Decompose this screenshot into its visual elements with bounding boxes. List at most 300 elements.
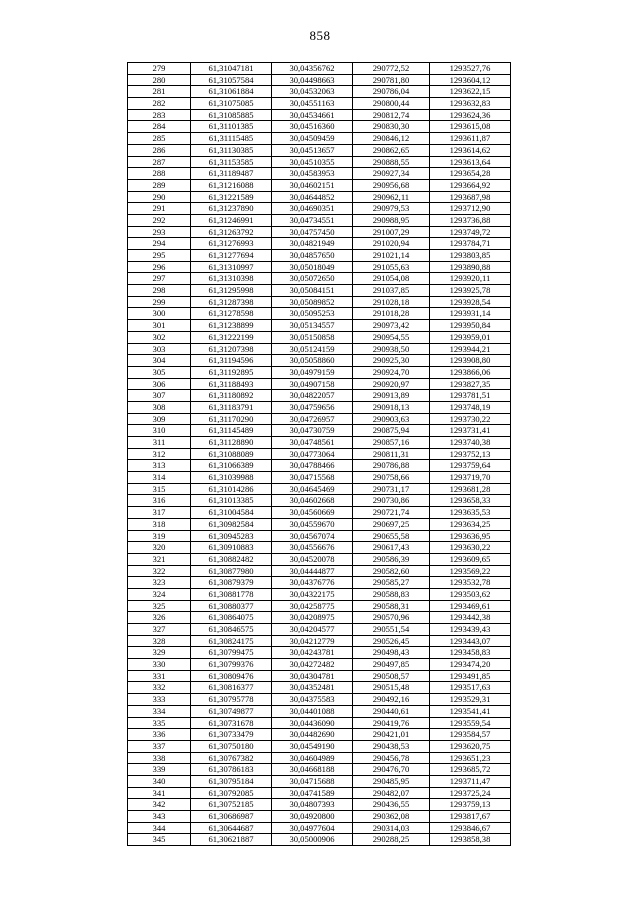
x-coordinate-cell: 290588,83 xyxy=(353,588,430,600)
latitude-cell: 61,30621887 xyxy=(191,834,272,846)
table-row xyxy=(128,740,511,752)
table-row xyxy=(128,787,511,799)
longitude-cell: 30,04375583 xyxy=(272,694,353,706)
y-coordinate-cell: 1293517,63 xyxy=(430,682,511,694)
longitude-cell: 30,04920800 xyxy=(272,811,353,823)
point-number-cell: 310 xyxy=(128,425,191,437)
longitude-cell: 30,04690351 xyxy=(272,203,353,215)
table-row xyxy=(128,273,511,285)
point-number-cell: 333 xyxy=(128,694,191,706)
longitude-cell: 30,04602151 xyxy=(272,179,353,191)
longitude-cell: 30,04516360 xyxy=(272,121,353,133)
x-coordinate-cell: 290508,57 xyxy=(353,670,430,682)
point-number-cell: 299 xyxy=(128,296,191,308)
table-row xyxy=(128,717,511,729)
table-row xyxy=(128,63,511,75)
latitude-cell: 61,30733479 xyxy=(191,729,272,741)
longitude-cell: 30,04498663 xyxy=(272,74,353,86)
x-coordinate-cell: 290721,74 xyxy=(353,507,430,519)
x-coordinate-cell: 290730,86 xyxy=(353,495,430,507)
point-number-cell: 284 xyxy=(128,121,191,133)
y-coordinate-cell: 1293611,87 xyxy=(430,133,511,145)
x-coordinate-cell: 290830,30 xyxy=(353,121,430,133)
table-row xyxy=(128,565,511,577)
y-coordinate-cell: 1293651,23 xyxy=(430,752,511,764)
table-row xyxy=(128,133,511,145)
longitude-cell: 30,04556676 xyxy=(272,542,353,554)
y-coordinate-cell: 1293634,25 xyxy=(430,518,511,530)
latitude-cell: 61,30792085 xyxy=(191,787,272,799)
latitude-cell: 61,31075085 xyxy=(191,98,272,110)
point-number-cell: 323 xyxy=(128,577,191,589)
y-coordinate-cell: 1293687,98 xyxy=(430,191,511,203)
y-coordinate-cell: 1293846,67 xyxy=(430,822,511,834)
point-number-cell: 320 xyxy=(128,542,191,554)
x-coordinate-cell: 290913,89 xyxy=(353,390,430,402)
y-coordinate-cell: 1293614,62 xyxy=(430,144,511,156)
latitude-cell: 61,31061884 xyxy=(191,86,272,98)
y-coordinate-cell: 1293725,24 xyxy=(430,787,511,799)
table-row xyxy=(128,366,511,378)
longitude-cell: 30,04549190 xyxy=(272,740,353,752)
latitude-cell: 61,31101385 xyxy=(191,121,272,133)
x-coordinate-cell: 290456,78 xyxy=(353,752,430,764)
table-row xyxy=(128,390,511,402)
x-coordinate-cell: 290786,88 xyxy=(353,460,430,472)
longitude-cell: 30,05018049 xyxy=(272,261,353,273)
latitude-cell: 61,31145489 xyxy=(191,425,272,437)
table-row xyxy=(128,168,511,180)
x-coordinate-cell: 290731,17 xyxy=(353,483,430,495)
longitude-cell: 30,04482690 xyxy=(272,729,353,741)
longitude-cell: 30,04401088 xyxy=(272,705,353,717)
point-number-cell: 342 xyxy=(128,799,191,811)
longitude-cell: 30,04741589 xyxy=(272,787,353,799)
y-coordinate-cell: 1293944,21 xyxy=(430,343,511,355)
y-coordinate-cell: 1293730,22 xyxy=(430,413,511,425)
point-number-cell: 305 xyxy=(128,366,191,378)
longitude-cell: 30,04645469 xyxy=(272,483,353,495)
longitude-cell: 30,04208975 xyxy=(272,612,353,624)
point-number-cell: 294 xyxy=(128,238,191,250)
latitude-cell: 61,30945283 xyxy=(191,530,272,542)
y-coordinate-cell: 1293959,01 xyxy=(430,331,511,343)
latitude-cell: 61,31115485 xyxy=(191,133,272,145)
x-coordinate-cell: 290812,74 xyxy=(353,109,430,121)
table-row xyxy=(128,694,511,706)
point-number-cell: 339 xyxy=(128,764,191,776)
latitude-cell: 61,31153585 xyxy=(191,156,272,168)
point-number-cell: 287 xyxy=(128,156,191,168)
table-row xyxy=(128,179,511,191)
x-coordinate-cell: 290979,53 xyxy=(353,203,430,215)
longitude-cell: 30,05058860 xyxy=(272,355,353,367)
latitude-cell: 61,31047181 xyxy=(191,63,272,75)
y-coordinate-cell: 1293950,84 xyxy=(430,320,511,332)
latitude-cell: 61,31237890 xyxy=(191,203,272,215)
y-coordinate-cell: 1293858,38 xyxy=(430,834,511,846)
page-number: 858 xyxy=(309,28,331,43)
y-coordinate-cell: 1293620,75 xyxy=(430,740,511,752)
point-number-cell: 314 xyxy=(128,472,191,484)
x-coordinate-cell: 290586,39 xyxy=(353,553,430,565)
y-coordinate-cell: 1293712,90 xyxy=(430,203,511,215)
x-coordinate-cell: 290419,76 xyxy=(353,717,430,729)
y-coordinate-cell: 1293664,92 xyxy=(430,179,511,191)
y-coordinate-cell: 1293658,33 xyxy=(430,495,511,507)
y-coordinate-cell: 1293759,64 xyxy=(430,460,511,472)
longitude-cell: 30,04534661 xyxy=(272,109,353,121)
point-number-cell: 337 xyxy=(128,740,191,752)
y-coordinate-cell: 1293527,76 xyxy=(430,63,511,75)
x-coordinate-cell: 290920,97 xyxy=(353,378,430,390)
point-number-cell: 303 xyxy=(128,343,191,355)
point-number-cell: 344 xyxy=(128,822,191,834)
x-coordinate-cell: 290772,52 xyxy=(353,63,430,75)
x-coordinate-cell: 290988,95 xyxy=(353,214,430,226)
latitude-cell: 61,31170290 xyxy=(191,413,272,425)
x-coordinate-cell: 290857,16 xyxy=(353,437,430,449)
coordinates-table xyxy=(127,62,511,846)
latitude-cell: 61,30882482 xyxy=(191,553,272,565)
longitude-cell: 30,04532063 xyxy=(272,86,353,98)
longitude-cell: 30,04788466 xyxy=(272,460,353,472)
x-coordinate-cell: 290655,58 xyxy=(353,530,430,542)
y-coordinate-cell: 1293632,83 xyxy=(430,98,511,110)
y-coordinate-cell: 1293908,80 xyxy=(430,355,511,367)
x-coordinate-cell: 290482,07 xyxy=(353,787,430,799)
y-coordinate-cell: 1293609,65 xyxy=(430,553,511,565)
latitude-cell: 61,30795184 xyxy=(191,775,272,787)
point-number-cell: 313 xyxy=(128,460,191,472)
latitude-cell: 61,30749877 xyxy=(191,705,272,717)
table-row xyxy=(128,261,511,273)
longitude-cell: 30,04272482 xyxy=(272,659,353,671)
x-coordinate-cell: 290781,80 xyxy=(353,74,430,86)
point-number-cell: 301 xyxy=(128,320,191,332)
longitude-cell: 30,04376776 xyxy=(272,577,353,589)
x-coordinate-cell: 290862,65 xyxy=(353,144,430,156)
latitude-cell: 61,31295998 xyxy=(191,285,272,297)
latitude-cell: 61,31192895 xyxy=(191,366,272,378)
x-coordinate-cell: 290551,54 xyxy=(353,624,430,636)
longitude-cell: 30,04436090 xyxy=(272,717,353,729)
latitude-cell: 61,30864075 xyxy=(191,612,272,624)
point-number-cell: 322 xyxy=(128,565,191,577)
y-coordinate-cell: 1293569,22 xyxy=(430,565,511,577)
latitude-cell: 61,30786183 xyxy=(191,764,272,776)
x-coordinate-cell: 290526,45 xyxy=(353,635,430,647)
longitude-cell: 30,04773064 xyxy=(272,448,353,460)
table-row xyxy=(128,238,511,250)
latitude-cell: 61,31057584 xyxy=(191,74,272,86)
y-coordinate-cell: 1293719,70 xyxy=(430,472,511,484)
x-coordinate-cell: 290288,25 xyxy=(353,834,430,846)
x-coordinate-cell: 290582,60 xyxy=(353,565,430,577)
longitude-cell: 30,04821949 xyxy=(272,238,353,250)
latitude-cell: 61,31216088 xyxy=(191,179,272,191)
x-coordinate-cell: 290697,25 xyxy=(353,518,430,530)
longitude-cell: 30,04356762 xyxy=(272,63,353,75)
longitude-cell: 30,04726957 xyxy=(272,413,353,425)
latitude-cell: 61,31014286 xyxy=(191,483,272,495)
x-coordinate-cell: 290888,55 xyxy=(353,156,430,168)
latitude-cell: 61,31277694 xyxy=(191,250,272,262)
x-coordinate-cell: 291028,18 xyxy=(353,296,430,308)
longitude-cell: 30,04559670 xyxy=(272,518,353,530)
table-row xyxy=(128,495,511,507)
x-coordinate-cell: 290811,31 xyxy=(353,448,430,460)
table-row xyxy=(128,811,511,823)
point-number-cell: 286 xyxy=(128,144,191,156)
latitude-cell: 61,30686987 xyxy=(191,811,272,823)
y-coordinate-cell: 1293630,22 xyxy=(430,542,511,554)
point-number-cell: 321 xyxy=(128,553,191,565)
longitude-cell: 30,04668188 xyxy=(272,764,353,776)
x-coordinate-cell: 290440,61 xyxy=(353,705,430,717)
table-row xyxy=(128,588,511,600)
table-row xyxy=(128,729,511,741)
y-coordinate-cell: 1293752,13 xyxy=(430,448,511,460)
longitude-cell: 30,05095253 xyxy=(272,308,353,320)
table-row xyxy=(128,507,511,519)
longitude-cell: 30,04551163 xyxy=(272,98,353,110)
point-number-cell: 283 xyxy=(128,109,191,121)
latitude-cell: 61,31188493 xyxy=(191,378,272,390)
y-coordinate-cell: 1293541,41 xyxy=(430,705,511,717)
y-coordinate-cell: 1293624,36 xyxy=(430,109,511,121)
latitude-cell: 61,31004584 xyxy=(191,507,272,519)
point-number-cell: 298 xyxy=(128,285,191,297)
longitude-cell: 30,04977604 xyxy=(272,822,353,834)
x-coordinate-cell: 290800,44 xyxy=(353,98,430,110)
point-number-cell: 326 xyxy=(128,612,191,624)
latitude-cell: 61,31222199 xyxy=(191,331,272,343)
point-number-cell: 343 xyxy=(128,811,191,823)
y-coordinate-cell: 1293613,64 xyxy=(430,156,511,168)
x-coordinate-cell: 290436,55 xyxy=(353,799,430,811)
point-number-cell: 290 xyxy=(128,191,191,203)
y-coordinate-cell: 1293931,14 xyxy=(430,308,511,320)
x-coordinate-cell: 290786,04 xyxy=(353,86,430,98)
point-number-cell: 338 xyxy=(128,752,191,764)
point-number-cell: 334 xyxy=(128,705,191,717)
table-row xyxy=(128,670,511,682)
point-number-cell: 292 xyxy=(128,214,191,226)
longitude-cell: 30,04757450 xyxy=(272,226,353,238)
point-number-cell: 297 xyxy=(128,273,191,285)
x-coordinate-cell: 290492,16 xyxy=(353,694,430,706)
x-coordinate-cell: 291054,08 xyxy=(353,273,430,285)
y-coordinate-cell: 1293711,47 xyxy=(430,775,511,787)
point-number-cell: 295 xyxy=(128,250,191,262)
latitude-cell: 61,31310997 xyxy=(191,261,272,273)
point-number-cell: 288 xyxy=(128,168,191,180)
x-coordinate-cell: 290758,66 xyxy=(353,472,430,484)
longitude-cell: 30,04352481 xyxy=(272,682,353,694)
table-row xyxy=(128,343,511,355)
y-coordinate-cell: 1293817,67 xyxy=(430,811,511,823)
longitude-cell: 30,04304781 xyxy=(272,670,353,682)
y-coordinate-cell: 1293439,43 xyxy=(430,624,511,636)
table-row xyxy=(128,308,511,320)
table-row xyxy=(128,296,511,308)
x-coordinate-cell: 290485,95 xyxy=(353,775,430,787)
table-row xyxy=(128,764,511,776)
y-coordinate-cell: 1293781,51 xyxy=(430,390,511,402)
table-row xyxy=(128,705,511,717)
longitude-cell: 30,04513657 xyxy=(272,144,353,156)
x-coordinate-cell: 291007,29 xyxy=(353,226,430,238)
x-coordinate-cell: 290498,43 xyxy=(353,647,430,659)
y-coordinate-cell: 1293442,38 xyxy=(430,612,511,624)
point-number-cell: 331 xyxy=(128,670,191,682)
y-coordinate-cell: 1293759,13 xyxy=(430,799,511,811)
point-number-cell: 307 xyxy=(128,390,191,402)
latitude-cell: 61,31246991 xyxy=(191,214,272,226)
longitude-cell: 30,04822057 xyxy=(272,390,353,402)
y-coordinate-cell: 1293803,85 xyxy=(430,250,511,262)
latitude-cell: 61,31278598 xyxy=(191,308,272,320)
point-number-cell: 302 xyxy=(128,331,191,343)
point-number-cell: 340 xyxy=(128,775,191,787)
table-row xyxy=(128,518,511,530)
point-number-cell: 332 xyxy=(128,682,191,694)
table-row xyxy=(128,530,511,542)
point-number-cell: 341 xyxy=(128,787,191,799)
table-row xyxy=(128,109,511,121)
point-number-cell: 315 xyxy=(128,483,191,495)
point-number-cell: 306 xyxy=(128,378,191,390)
longitude-cell: 30,04583953 xyxy=(272,168,353,180)
x-coordinate-cell: 290924,70 xyxy=(353,366,430,378)
latitude-cell: 61,30809476 xyxy=(191,670,272,682)
y-coordinate-cell: 1293740,38 xyxy=(430,437,511,449)
table-row xyxy=(128,285,511,297)
longitude-cell: 30,04520078 xyxy=(272,553,353,565)
point-number-cell: 312 xyxy=(128,448,191,460)
longitude-cell: 30,04212779 xyxy=(272,635,353,647)
table-row xyxy=(128,331,511,343)
longitude-cell: 30,04322175 xyxy=(272,588,353,600)
latitude-cell: 61,30816377 xyxy=(191,682,272,694)
table-row xyxy=(128,203,511,215)
y-coordinate-cell: 1293443,07 xyxy=(430,635,511,647)
point-number-cell: 309 xyxy=(128,413,191,425)
longitude-cell: 30,04644852 xyxy=(272,191,353,203)
latitude-cell: 61,30881778 xyxy=(191,588,272,600)
x-coordinate-cell: 290314,03 xyxy=(353,822,430,834)
longitude-cell: 30,05000906 xyxy=(272,834,353,846)
longitude-cell: 30,04604989 xyxy=(272,752,353,764)
latitude-cell: 61,31066389 xyxy=(191,460,272,472)
table-row xyxy=(128,413,511,425)
latitude-cell: 61,31088089 xyxy=(191,448,272,460)
table-row xyxy=(128,144,511,156)
latitude-cell: 61,31130385 xyxy=(191,144,272,156)
latitude-cell: 61,30799475 xyxy=(191,647,272,659)
x-coordinate-cell: 290938,50 xyxy=(353,343,430,355)
y-coordinate-cell: 1293784,71 xyxy=(430,238,511,250)
y-coordinate-cell: 1293928,54 xyxy=(430,296,511,308)
point-number-cell: 289 xyxy=(128,179,191,191)
table-row xyxy=(128,378,511,390)
x-coordinate-cell: 290617,43 xyxy=(353,542,430,554)
x-coordinate-cell: 291037,85 xyxy=(353,285,430,297)
latitude-cell: 61,30750180 xyxy=(191,740,272,752)
table-row xyxy=(128,834,511,846)
x-coordinate-cell: 290585,27 xyxy=(353,577,430,589)
latitude-cell: 61,31287398 xyxy=(191,296,272,308)
x-coordinate-cell: 290918,13 xyxy=(353,401,430,413)
longitude-cell: 30,04258775 xyxy=(272,600,353,612)
longitude-cell: 30,04715688 xyxy=(272,775,353,787)
longitude-cell: 30,05134557 xyxy=(272,320,353,332)
point-number-cell: 329 xyxy=(128,647,191,659)
table-row xyxy=(128,156,511,168)
table-row xyxy=(128,752,511,764)
x-coordinate-cell: 290973,42 xyxy=(353,320,430,332)
table-row xyxy=(128,799,511,811)
table-row xyxy=(128,86,511,98)
point-number-cell: 317 xyxy=(128,507,191,519)
longitude-cell: 30,04734551 xyxy=(272,214,353,226)
x-coordinate-cell: 290362,08 xyxy=(353,811,430,823)
point-number-cell: 285 xyxy=(128,133,191,145)
table-row xyxy=(128,437,511,449)
longitude-cell: 30,05150858 xyxy=(272,331,353,343)
latitude-cell: 61,31085885 xyxy=(191,109,272,121)
x-coordinate-cell: 290438,53 xyxy=(353,740,430,752)
longitude-cell: 30,04807393 xyxy=(272,799,353,811)
latitude-cell: 61,31263792 xyxy=(191,226,272,238)
point-number-cell: 293 xyxy=(128,226,191,238)
longitude-cell: 30,04759656 xyxy=(272,401,353,413)
y-coordinate-cell: 1293604,12 xyxy=(430,74,511,86)
point-number-cell: 335 xyxy=(128,717,191,729)
point-number-cell: 318 xyxy=(128,518,191,530)
y-coordinate-cell: 1293736,88 xyxy=(430,214,511,226)
latitude-cell: 61,30795778 xyxy=(191,694,272,706)
y-coordinate-cell: 1293529,31 xyxy=(430,694,511,706)
latitude-cell: 61,30982584 xyxy=(191,518,272,530)
y-coordinate-cell: 1293681,28 xyxy=(430,483,511,495)
longitude-cell: 30,04510355 xyxy=(272,156,353,168)
y-coordinate-cell: 1293491,85 xyxy=(430,670,511,682)
longitude-cell: 30,05072650 xyxy=(272,273,353,285)
table-row xyxy=(128,647,511,659)
latitude-cell: 61,31013385 xyxy=(191,495,272,507)
longitude-cell: 30,04509459 xyxy=(272,133,353,145)
table-row xyxy=(128,74,511,86)
table-row xyxy=(128,635,511,647)
x-coordinate-cell: 290925,30 xyxy=(353,355,430,367)
latitude-cell: 61,30880377 xyxy=(191,600,272,612)
x-coordinate-cell: 291020,94 xyxy=(353,238,430,250)
latitude-cell: 61,31128890 xyxy=(191,437,272,449)
x-coordinate-cell: 290962,11 xyxy=(353,191,430,203)
point-number-cell: 324 xyxy=(128,588,191,600)
point-number-cell: 282 xyxy=(128,98,191,110)
x-coordinate-cell: 290588,31 xyxy=(353,600,430,612)
y-coordinate-cell: 1293474,20 xyxy=(430,659,511,671)
latitude-cell: 61,31180892 xyxy=(191,390,272,402)
y-coordinate-cell: 1293636,95 xyxy=(430,530,511,542)
table-row xyxy=(128,98,511,110)
longitude-cell: 30,04243781 xyxy=(272,647,353,659)
y-coordinate-cell: 1293458,83 xyxy=(430,647,511,659)
longitude-cell: 30,04444877 xyxy=(272,565,353,577)
